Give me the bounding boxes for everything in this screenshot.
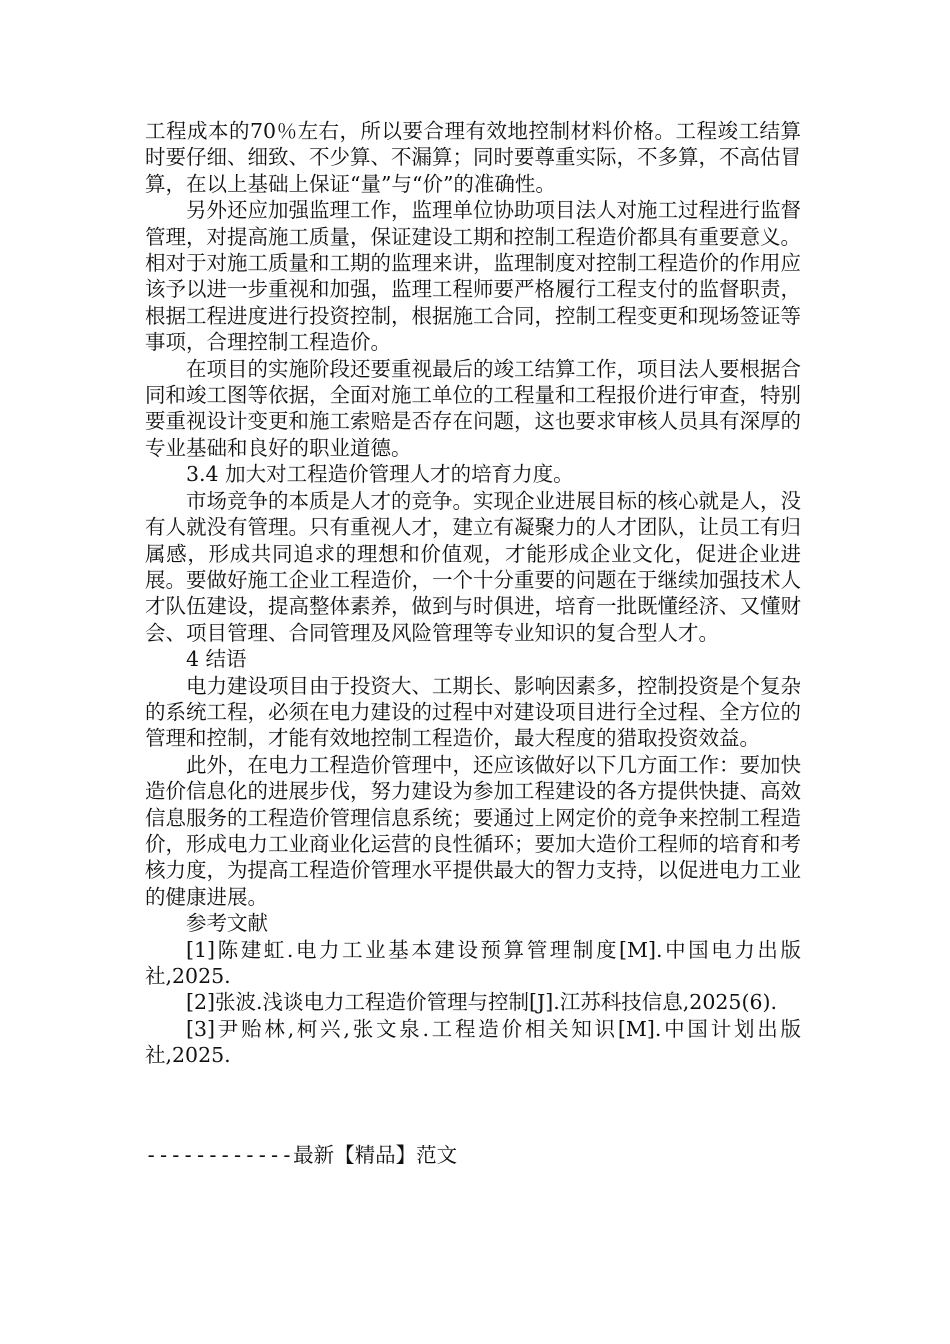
- section-heading-conclusion: 4 结语: [186, 647, 247, 672]
- paragraph-additional-work: 此外，在电力工程造价管理中，还应该做好以下几方面工作：要加快造价信息化的进展步伐，努力建设为参加工程建设的各方提供快捷、高效信息服务的工程造价管理信息系统；要通过上网定价的竞争来控制工程造价，形成电力工业商业化运营的良性循环；要加大造价工程师的培育和考核力度，为提高工程造价管理水平提供最大的智力支持，以促进电力工业的健康进展。: [145, 752, 801, 909]
- references-heading: 参考文献: [186, 911, 268, 936]
- paragraph-conclusion: 电力建设项目由于投资大、工期长、影响因素多，控制投资是个复杂的系统工程，必须在电力建设的过程中对建设项目进行全过程、全方位的管理和控制，才能有效地控制工程造价，最大程度的猎取投资效益。: [145, 673, 801, 751]
- paragraph-final-settlement: 在项目的实施阶段还要重视最后的竣工结算工作，项目法人要根据合同和竣工图等依据，全面对施工单位的工程量和工程报价进行审查，特别要重视设计变更和施工索赔是否存在问题，这也要求审核人员具有深厚的专业基础和良好的职业道德。: [145, 356, 801, 460]
- paragraph-supervision: 另外还应加强监理工作，监理单位协助项目法人对施工过程进行监督管理，对提高施工质量，保证建设工期和控制工程造价都具有重要意义。相对于对施工质量和工期的监理来讲，监理制度对控制工程造价的作用应该予以进一步重视和加强，监理工程师要严格履行工程支付的监督职责，根据工程进度进行投资控制，根据施工合同，控制工程变更和现场签证等事项，合理控制工程造价。: [145, 198, 801, 355]
- paragraph-material-cost: 工程成本的70％左右，所以要合理有效地控制材料价格。工程竣工结算时要仔细、细致、不少算、不漏算；同时要尊重实际，不多算，不高估冒算，在以上基础上保证“量”与“价”的准确性。: [145, 119, 801, 196]
- document-body: [145, 118, 801, 1069]
- reference-item-1: [1]陈建虹.电力工业基本建设预算管理制度[M].中国电力出版社,2025.: [145, 937, 801, 988]
- paragraph-talent: 市场竞争的本质是人才的竞争。实现企业进展目标的核心就是人，没有人就没有管理。只有重视人才，建立有凝聚力的人才团队，让员工有归属感，形成共同追求的理想和价值观，才能形成企业文化，促进企业进展。要做好施工企业工程造价，一个十分重要的问题在于继续加强技术人才队伍建设，提高整体素养，做到与时俱进，培育一批既懂经济、又懂财会、项目管理、合同管理及风险管理等专业知识的复合型人才。: [145, 488, 801, 645]
- page-footer: ------------最新【精品】范文: [145, 1143, 458, 1167]
- reference-item-3: [3]尹贻林,柯兴,张文泉.工程造价相关知识[M].中国计划出版社,2025.: [145, 1016, 801, 1068]
- reference-item-2: [2]张波.浅谈电力工程造价管理与控制[J].江苏科技信息,2025(6).: [186, 990, 778, 1015]
- section-heading-3-4: 3.4 加大对工程造价管理人才的培育力度。: [186, 462, 574, 487]
